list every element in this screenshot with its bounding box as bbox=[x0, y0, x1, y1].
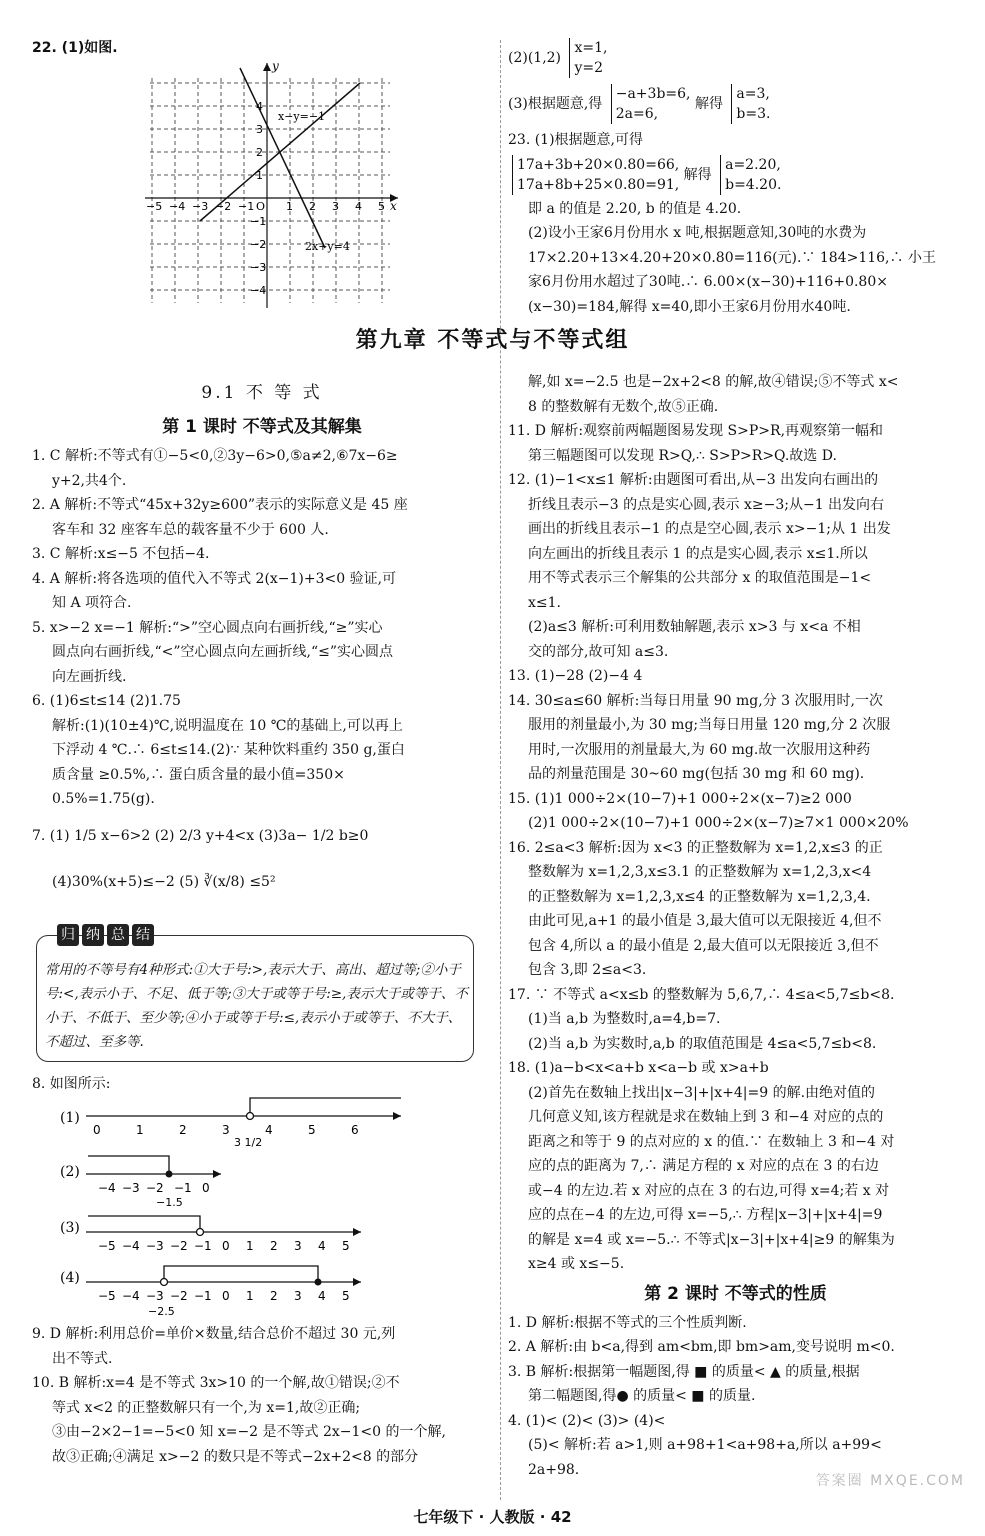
tick: 1 bbox=[246, 1239, 254, 1253]
tick: 1 bbox=[246, 1289, 254, 1303]
tick: −1 bbox=[174, 1181, 192, 1195]
svg-text:−5: −5 bbox=[146, 200, 163, 213]
page-footer: 七年级下 · 人教版 · 42 bbox=[413, 1508, 572, 1526]
answer-line: 5. x>−2 x=−1 解析:“>”空心圆点向右画折线,“≥”实心 bbox=[32, 619, 383, 636]
sys-3a-a: −a+3b=6, bbox=[615, 86, 691, 102]
q23-line: 即 a 的值是 2.20, b 的值是 4.20. bbox=[528, 200, 742, 217]
mark-label: 3 1/2 bbox=[234, 1136, 263, 1148]
left-bottom-block bbox=[32, 1322, 492, 1469]
answer-line: 整数解为 x=1,2,3,x≤3.1 的正整数解为 x=1,2,3,x<4 bbox=[528, 864, 872, 880]
answer-line: 出不等式. bbox=[52, 1350, 113, 1367]
answer-line: 解,如 x=−2.5 也是−2x+2<8 的解,故④错误;⑤不等式 x< bbox=[528, 374, 899, 390]
tick: 2 bbox=[270, 1239, 278, 1253]
answer-line: (1)当 a,b 为整数时,a=4,b=7. bbox=[528, 1011, 721, 1027]
tick: 4 bbox=[318, 1239, 326, 1253]
q23-line: 家6月份用水超过了30吨.∴ 6.00×(x−30)+116+0.80× bbox=[528, 274, 888, 290]
answer-line: 包含 4,所以 a 的最小值是 2,最大值可以无限接近 3,但不 bbox=[528, 937, 879, 954]
coordinate-graph bbox=[140, 58, 410, 318]
q23-line: (2)设小王家6月份用水 x 吨,根据题意知,30吨的水费为 bbox=[528, 225, 867, 241]
watermark: 答案圈 MXQE.COM bbox=[815, 1473, 965, 1489]
tick: 6 bbox=[351, 1123, 359, 1137]
answer-line: y+2,共4个. bbox=[52, 472, 127, 489]
q22-3 bbox=[508, 80, 963, 128]
tick: 3 bbox=[294, 1239, 302, 1253]
svg-text:−1: −1 bbox=[238, 200, 255, 213]
svg-text:2: 2 bbox=[309, 200, 316, 213]
q22-title: 22. (1)如图. bbox=[32, 40, 118, 56]
summary-char: 总 bbox=[107, 924, 129, 946]
q22-2 bbox=[508, 36, 963, 80]
tick: −2 bbox=[170, 1239, 188, 1253]
q23-sol-a: a=2.20, bbox=[725, 156, 781, 173]
line2-label: 2x+y=4 bbox=[305, 240, 350, 253]
sys-3b-b: b=3. bbox=[736, 106, 771, 122]
left-top-block bbox=[32, 36, 492, 61]
answer-line: 距离之和等于 9 的点对应的 x 的值.∵ 在数轴上 3 和−4 对 bbox=[528, 1133, 895, 1150]
answer-line: 11. D 解析:观察前两幅题图易发现 S>P>R,再观察第一幅和 bbox=[508, 423, 884, 439]
section-title: 9.1 不 等 式 bbox=[201, 383, 323, 403]
svg-text:2: 2 bbox=[256, 146, 263, 159]
answer-line: (2)当 a,b 为实数时,a,b 的取值范围是 4≤a<5,7≤b<8. bbox=[528, 1035, 877, 1052]
sys-21-a: x=1, bbox=[574, 40, 608, 56]
tick: −4 bbox=[98, 1181, 116, 1195]
q23-line: 17×2.20+13×4.20+20×0.80=116(元).∵ 184>116,∴ 小王 bbox=[528, 249, 936, 266]
x-axis-label: x bbox=[390, 199, 397, 213]
tick: 0 bbox=[202, 1181, 210, 1195]
q23-solve: 解得 bbox=[683, 166, 712, 183]
svg-text:5: 5 bbox=[378, 200, 385, 213]
origin-label: O bbox=[256, 200, 266, 213]
tick: 0 bbox=[93, 1123, 101, 1137]
tick: −2 bbox=[146, 1181, 164, 1195]
q23-sol-b: b=4.20. bbox=[725, 176, 782, 193]
system-q23 bbox=[512, 155, 679, 195]
answer-line: (2)a≤3 解析:可利用数轴解题,表示 x>3 与 x<a 不相 bbox=[528, 619, 861, 635]
svg-text:−3: −3 bbox=[192, 200, 209, 213]
answer-line: (2)首先在数轴上找出|x−3|+|x+4|=9 的解.由绝对值的 bbox=[528, 1084, 876, 1101]
answer-line: x≤1. bbox=[528, 594, 561, 611]
lesson1-title: 第 1 课时 不等式及其解集 bbox=[162, 417, 362, 437]
svg-text:−4: −4 bbox=[250, 284, 267, 297]
q22-3-label: (3)根据题意,得 bbox=[508, 96, 603, 112]
tick: −3 bbox=[146, 1239, 164, 1253]
system-q23-sol bbox=[720, 155, 781, 195]
tick: 0 bbox=[222, 1289, 230, 1303]
tick: −1 bbox=[194, 1289, 212, 1303]
answer-line: 品的剂量范围是 30~60 mg(包括 30 mg 和 60 mg). bbox=[528, 766, 865, 782]
tick: 3 bbox=[222, 1123, 230, 1137]
answer-line: 4. (1)< (2)< (3)> (4)< bbox=[508, 1412, 666, 1429]
number-line-1 bbox=[56, 1092, 406, 1148]
answer-line: 折线且表示−3 的点是实心圆,表示 x≥−3;从−1 出发向右 bbox=[528, 496, 885, 513]
answer-line: 由此可见,a+1 的最小值是 3,最大值可以无限接近 4,但不 bbox=[528, 913, 882, 929]
answer-line: 的解是 x=4 或 x=−5.∴ 不等式|x−3|+|x+4|≥9 的解集为 bbox=[528, 1231, 895, 1248]
svg-text:−3: −3 bbox=[250, 261, 267, 274]
answer-line: 3. C 解析:x≤−5 不包括−4. bbox=[32, 546, 210, 562]
tick: −2 bbox=[170, 1289, 188, 1303]
answer-line: 1. D 解析:根据不等式的三个性质判断. bbox=[508, 1314, 747, 1331]
svg-text:3: 3 bbox=[332, 200, 339, 213]
answer-line: 几何意义知,该方程就是求在数轴上到 3 和−4 对应的点的 bbox=[528, 1109, 884, 1125]
svg-text:−4: −4 bbox=[169, 200, 186, 213]
q22-3-solve: 解得 bbox=[694, 96, 723, 112]
answer-line: 知 A 项符合. bbox=[52, 595, 132, 611]
q8-title: 8. 如图所示: bbox=[32, 1076, 111, 1092]
tick: 2 bbox=[179, 1123, 187, 1137]
svg-text:−2: −2 bbox=[250, 238, 267, 251]
q22-2-label: (2)(1,2) bbox=[508, 50, 562, 66]
answer-line: 16. 2≤a<3 解析:因为 x<3 的正整数解为 x=1,2,x≤3 的正 bbox=[508, 839, 883, 856]
tick: 5 bbox=[342, 1289, 350, 1303]
answer-line: ③由−2×2−1=−5<0 知 x=−2 是不等式 2x−1<0 的一个解, bbox=[52, 1424, 446, 1440]
answer-line: 2a+98. bbox=[528, 1461, 580, 1478]
q23-title: 23. (1)根据题意,可得 bbox=[508, 132, 643, 148]
answer-line: 应的点的距离为 7,∴ 满足方程的 x 对应的点在 3 的右边 bbox=[528, 1158, 879, 1174]
answer-line: 质含量 ≥0.5%,∴ 蛋白质含量的最小值=350× bbox=[52, 766, 345, 783]
mark-label: −2.5 bbox=[148, 1305, 175, 1318]
q23-system bbox=[508, 153, 963, 197]
tick: 3 bbox=[294, 1289, 302, 1303]
answer-line: 8 的整数解有无数个,故⑤正确. bbox=[528, 398, 719, 415]
answer-line: 交的部分,故可知 a≤3. bbox=[528, 643, 669, 660]
answer-line: 15. (1)1 000÷2×(10−7)+1 000÷2×(x−7)≥2 000 bbox=[508, 790, 852, 807]
right-top-block bbox=[508, 36, 963, 319]
svg-text:1: 1 bbox=[286, 200, 293, 213]
answer-line: 等式 x<2 的正整数解只有一个,为 x=1,故②正确; bbox=[52, 1399, 361, 1416]
answer-line: 3. B 解析:根据第一幅题图,得 ■ 的质量< ▲ 的质量,根据 bbox=[508, 1363, 860, 1380]
line1-label: x−y=−1 bbox=[278, 110, 326, 123]
nl2-label: (2) bbox=[60, 1164, 80, 1180]
tick: −1 bbox=[194, 1239, 212, 1253]
number-line-4 bbox=[56, 1260, 366, 1318]
tick: 4 bbox=[318, 1289, 326, 1303]
answer-line: 1. C 解析:不等式有①−5<0,②3y−6>0,⑤a≠2,⑥7x−6≥ bbox=[32, 448, 398, 464]
tick: 5 bbox=[308, 1123, 316, 1137]
answer-line: x≥4 或 x≤−5. bbox=[528, 1256, 625, 1272]
answer-line: 圆点向右画折线,“<”空心圆点向左画折线,“≤”实心圆点 bbox=[52, 644, 393, 660]
answer-line: 解析:(1)(10±4)℃,说明温度在 10 ℃的基础上,可以再上 bbox=[52, 717, 403, 734]
lesson2-title: 第 2 课时 不等式的性质 bbox=[644, 1283, 827, 1304]
answer-line: 4. A 解析:将各选项的值代入不等式 2(x−1)+3<0 验证,可 bbox=[32, 570, 397, 587]
tick: 0 bbox=[222, 1239, 230, 1253]
svg-text:3: 3 bbox=[256, 123, 263, 136]
answer-line: 下浮动 4 ℃.∴ 6≤t≤14.(2)∵ 某种饮料重约 350 g,蛋白 bbox=[52, 742, 405, 758]
answer-line: 2. A 解析:由 b<a,得到 am<bm,即 bm>am,变号说明 m<0. bbox=[508, 1339, 895, 1355]
answer-line: 的正整数解为 x=1,2,3,x≤4 的正整数解为 x=1,2,3,4. bbox=[528, 888, 871, 905]
number-line-3 bbox=[56, 1210, 366, 1256]
summary-char: 结 bbox=[132, 924, 154, 946]
answer-line: 13. (1)−28 (2)−4 4 bbox=[508, 668, 643, 684]
tick: −3 bbox=[122, 1181, 140, 1195]
tick: −4 bbox=[122, 1239, 140, 1253]
svg-text:4: 4 bbox=[355, 200, 362, 213]
tick: 2 bbox=[270, 1289, 278, 1303]
left-main-block bbox=[32, 376, 492, 904]
answer-line: 包含 3,即 2≤a<3. bbox=[528, 962, 647, 978]
answer-line: 6. (1)6≤t≤14 (2)1.75 bbox=[32, 693, 181, 709]
nl1-label: (1) bbox=[60, 1110, 80, 1126]
system-q22-3b bbox=[731, 84, 770, 124]
tick: 4 bbox=[265, 1123, 273, 1137]
column-divider bbox=[500, 40, 501, 1500]
tick: −3 bbox=[146, 1289, 164, 1303]
answer-line: (4)30%(x+5)≤−2 (5) ∛(x/8) ≤5² bbox=[52, 873, 276, 890]
summary-heading bbox=[57, 924, 154, 946]
summary-char: 归 bbox=[57, 924, 79, 946]
answer-line: 第三幅题图可以发现 R>Q,∴ S>P>R>Q.故选 D. bbox=[528, 447, 837, 464]
answer-line: 第二幅题图,得● 的质量< ■ 的质量. bbox=[528, 1388, 756, 1404]
answer-line: 应的点在−4 的左边,可得 x=−5,∴ 方程|x−3|+|x+4|=9 bbox=[528, 1207, 883, 1223]
q23-line: (x−30)=184,解得 x=40,即小王家6月份用水40吨. bbox=[528, 298, 851, 315]
answer-line: (2)1 000÷2×(10−7)+1 000÷2×(x−7)≥7×1 000×20% bbox=[528, 815, 909, 831]
svg-text:1: 1 bbox=[256, 169, 263, 182]
answer-line: 客车和 32 座客车总的载客量不少于 600 人. bbox=[52, 521, 329, 538]
answer-line: 或−4 的左边.若 x 对应的点在 3 的右边,可得 x=4;若 x 对 bbox=[528, 1182, 890, 1199]
answer-line: 画出的折线且表示−1 的点是空心圆,表示 x>−1;从 1 出发 bbox=[528, 521, 891, 537]
mark-label: −1.5 bbox=[156, 1196, 183, 1208]
svg-text:4: 4 bbox=[256, 100, 263, 113]
tick: −5 bbox=[98, 1239, 116, 1253]
answer-line: 10. B 解析:x=4 是不等式 3x>10 的一个解,故①错误;②不 bbox=[32, 1375, 400, 1391]
right-main-block bbox=[508, 370, 963, 1482]
answer-line: 12. (1)−1<x≤1 解析:由题图可看出,从−3 出发向右画出的 bbox=[508, 472, 879, 488]
tick: 1 bbox=[136, 1123, 144, 1137]
sys-21-b: y=2 bbox=[574, 60, 604, 76]
answer-line: 7. (1) 1/5 x−6>2 (2) 2/3 y+4<x (3)3a− 1/2 b≥0 bbox=[32, 827, 369, 844]
answer-line: (5)< 解析:若 a>1,则 a+98+1<a+98+a,所以 a+99< bbox=[528, 1437, 882, 1453]
system-q22-3a bbox=[611, 84, 691, 124]
sys-3b-a: a=3, bbox=[736, 86, 770, 102]
tick: −4 bbox=[122, 1289, 140, 1303]
answer-line: 14. 30≤a≤60 解析:当每日用量 90 mg,分 3 次服用时,一次 bbox=[508, 692, 883, 709]
answer-line: 用不等式表示三个解集的公共部分 x 的取值范围是−1< bbox=[528, 570, 872, 586]
answer-line: 故③正确;④满足 x>−2 的数只是不等式−2x+2<8 的部分 bbox=[52, 1448, 419, 1465]
summary-char: 纳 bbox=[82, 924, 104, 946]
answer-line: 18. (1)a−b<x<a+b x<a−b 或 x>a+b bbox=[508, 1060, 769, 1076]
nl3-label: (3) bbox=[60, 1220, 80, 1236]
q23-eq1: 17a+3b+20×0.80=66, bbox=[517, 156, 680, 173]
chapter-title: 第九章 不等式与不等式组 bbox=[355, 328, 630, 353]
answer-line: 向左画出的折线且表示 1 的点是实心圆,表示 x≤1.所以 bbox=[528, 545, 868, 562]
svg-text:−2: −2 bbox=[215, 200, 232, 213]
sys-3a-b: 2a=6, bbox=[615, 106, 659, 122]
tick: −5 bbox=[98, 1289, 116, 1303]
system-q22-2 bbox=[569, 38, 607, 78]
tick: 5 bbox=[342, 1239, 350, 1253]
answer-line: 9. D 解析:利用总价=单价×数量,结合总价不超过 30 元,列 bbox=[32, 1326, 396, 1342]
summary-box bbox=[36, 927, 474, 1062]
nl4-label: (4) bbox=[60, 1270, 80, 1286]
answer-line: 0.5%=1.75(g). bbox=[52, 791, 155, 807]
answer-line: 2. A 解析:不等式“45x+32y≥600”表示的实际意义是 45 座 bbox=[32, 497, 408, 513]
number-line-2 bbox=[56, 1150, 406, 1208]
answer-line: 向左画折线. bbox=[52, 668, 127, 685]
answer-line: 服用的剂量最小,为 30 mg;当每日用量 120 mg,分 2 次服 bbox=[528, 717, 891, 733]
y-axis-label: y bbox=[272, 59, 279, 73]
answer-line: 17. ∵ 不等式 a<x≤b 的整数解为 5,6,7,∴ 4≤a<5,7≤b<8. bbox=[508, 986, 895, 1003]
svg-text:−1: −1 bbox=[250, 215, 267, 228]
q23-eq2: 17a+8b+25×0.80=91, bbox=[517, 176, 680, 193]
summary-text: 常用的不等号有4种形式:①大于号:>,表示大于、高出、超过等;②小于号:<,表示小于、不足、低于等;③大于或等于号:≥,表示大于或等于、不小于、不低于、至少等;④小于或等于号:≤,表示小于或等于、不大于、不超过、至多等. bbox=[45, 962, 468, 1050]
answer-line: 用时,一次服用的剂量最大,为 60 mg.故一次服用这种药 bbox=[528, 741, 871, 758]
